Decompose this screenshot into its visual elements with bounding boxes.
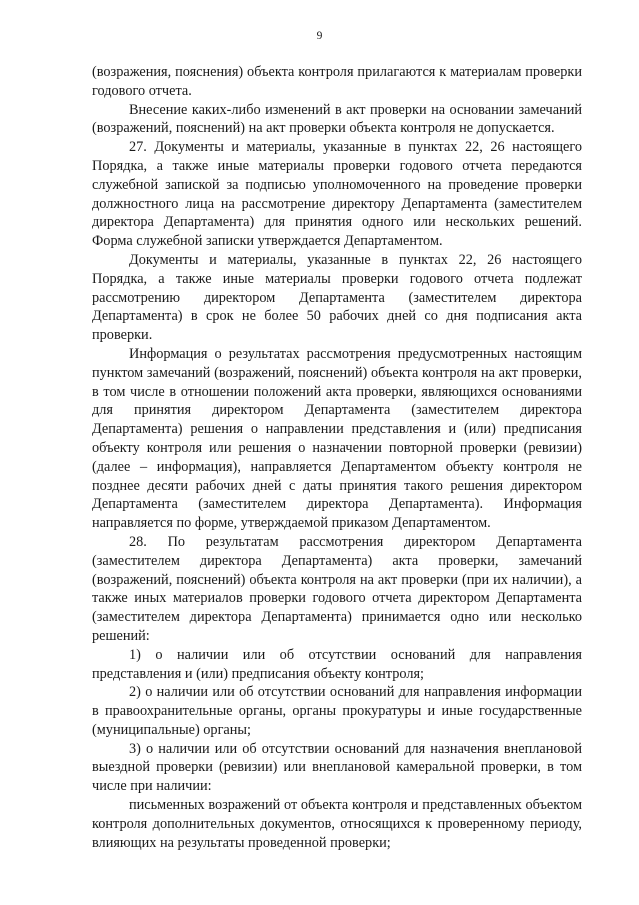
- list-item-1: 1) о наличии или об отсутствии оснований для направления представления и (или) предписания объекту контроля;: [92, 646, 582, 682]
- list-item-2: 2) о наличии или об отсутствии оснований для направления информации в правоохранительные органы, органы прокуратуры и иные государственные (муниципальные) органы;: [92, 684, 582, 738]
- paragraph-27: 27. Документы и материалы, указанные в пунктах 22, 26 настоящего Порядка, а также иные материалы проверки годового отчета передаются служебной запиской за подписью уполномоченного на проведение проверки должностного лица на рассмотрение директору Департамента (заместителем директора Департамента) для принятия одного или нескольких решений. Форма служебной записки утверждается Департаментом.: [92, 139, 582, 250]
- list-item-3: 3) о наличии или об отсутствии оснований для назначения внеплановой выездной проверки (ревизии) или внеплановой камеральной проверки, в том числе при наличии:: [92, 740, 582, 795]
- paragraph-information: Информация о результатах рассмотрения предусмотренных настоящим пунктом замечаний (возражений, пояснений) объекта контроля на акт проверки, в том числе в отношении положений акта проверки, являющихся основаниями для принятия директором Департамента (заместителем директора Департамента) решения о направлении представления и (или) предписания объекту контроля или решения о назначении повторной проверки (ревизии) (далее – информация), направляется Департаментом объекту контроля не позднее десяти рабочих дней с даты принятия такого решения директором Департамента (заместителем директора Департамента). Информация направляется по форме, утверждаемой приказом Департаментом.: [92, 345, 582, 532]
- paragraph-28: 28. По результатам рассмотрения директором Департамента (заместителем директора Департамента) акта проверки, замечаний (возражений, пояснений) объекта контроля на акт проверки (при их наличии), а также иных материалов проверки годового отчета директором Департамента (заместителем директора Департамента) принимается одно или несколько решений:: [92, 533, 582, 644]
- document-body: [92, 63, 582, 852]
- paragraph-review-term: Документы и материалы, указанные в пунктах 22, 26 настоящего Порядка, а также иные материалы проверки годового отчета подлежат рассмотрению директором Департамента (заместителем директора Департамента) в срок не более 50 рабочих дней со дня подписания акта проверки.: [92, 251, 582, 344]
- page-number: 9: [316, 30, 323, 42]
- list-subitem-written-objections: письменных возражений от объекта контроля и представленных объектом контроля дополнительных документов, относящихся к проверенному периоду, влияющих на результаты проведенной проверки;: [92, 797, 582, 851]
- paragraph-no-changes: Внесение каких-либо изменений в акт проверки на основании замечаний (возражений, пояснений) на акт проверки объекта контроля не допускается.: [92, 101, 582, 137]
- paragraph-continuation: (возражения, пояснения) объекта контроля прилагаются к материалам проверки годового отчета.: [92, 64, 582, 99]
